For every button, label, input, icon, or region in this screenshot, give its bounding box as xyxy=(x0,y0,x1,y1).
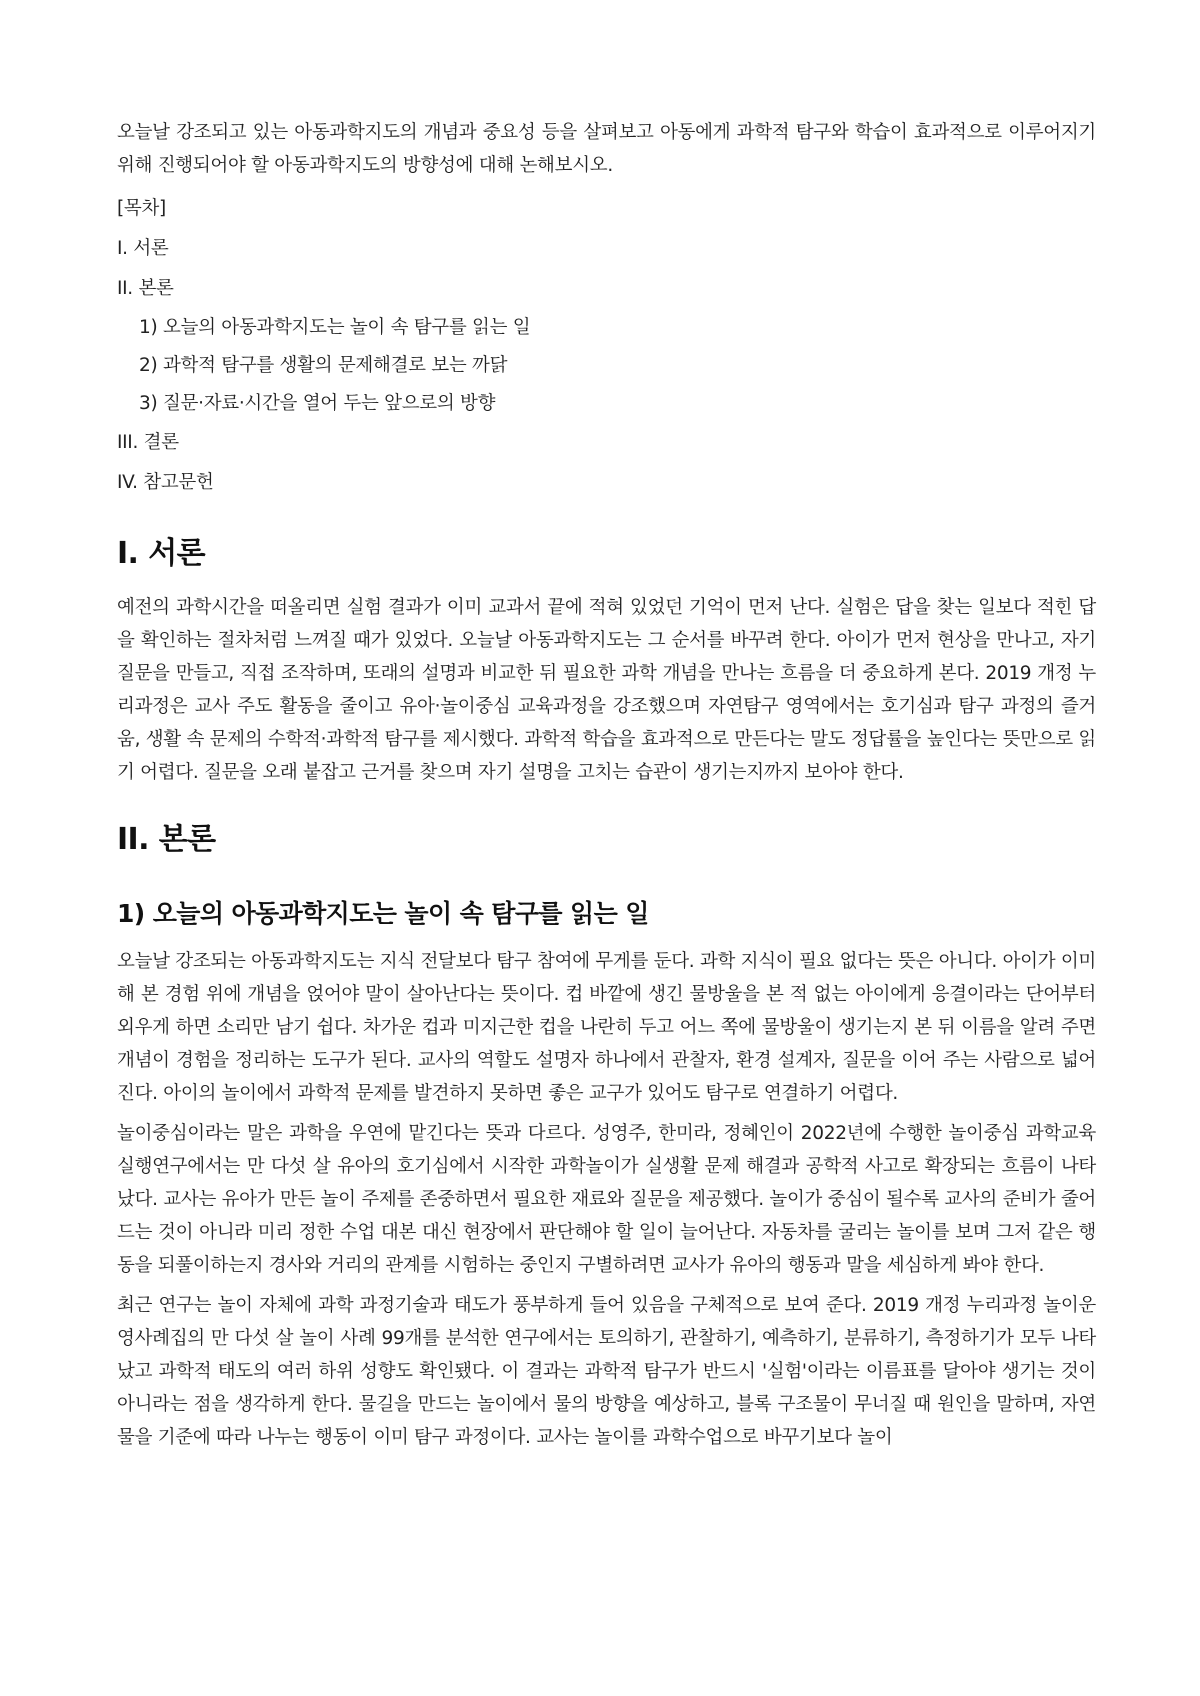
body-heading: II. 본론 xyxy=(117,822,216,857)
assignment-prompt: 오늘날 강조되고 있는 아동과학지도의 개념과 중요성 등을 살펴보고 아동에게 과학적 탐구와 학습이 효과적으로 이루어지기 위해 진행되어야 할 아동과학지도의 방향성에 대해 논해보시오. xyxy=(117,122,1096,176)
subsection-1-paragraph-1: 오늘날 강조되는 아동과학지도는 지식 전달보다 탐구 참여에 무게를 둔다. 과학 지식이 필요 없다는 뜻은 아니다. 아이가 이미 해 본 경험 위에 개념을 얹어야 말이 살아난다는 뜻이다. 컵 바깥에 생긴 물방울을 본 적 없는 아이에게 응결이라는 단어부터 외우게 하면 소리만 남기 쉽다. 차가운 컵과 미지근한 컵을 나란히 두고 어느 쪽에 물방울이 생기는지 본 뒤 이름을 알려 주면 개념이 경험을 정리하는 도구가 된다. 교사의 역할도 설명자 하나에서 관찰자, 환경 설계자, 질문을 이어 주는 사람으로 넓어진다. 아이의 놀이에서 과학적 문제를 발견하지 못하면 좋은 교구가 있어도 탐구로 연결하기 어렵다. xyxy=(117,951,1097,1104)
table-of-contents xyxy=(117,189,1096,503)
toc-item-references: IV. 참고문헌 xyxy=(117,472,214,493)
toc-item-body-3: 3) 질문·자료·시간을 열어 두는 앞으로의 방향 xyxy=(139,393,496,414)
toc-item-intro: I. 서론 xyxy=(117,238,169,259)
subsection-1-paragraph-3: 최근 연구는 놀이 자체에 과학 과정기술과 태도가 풍부하게 들어 있음을 구체적으로 보여 준다. 2019 개정 누리과정 놀이운영사례집의 만 다섯 살 놀이 사례 99개를 분석한 연구에서는 토의하기, 관찰하기, 예측하기, 분류하기, 측정하기가 모두 나타났고 과학적 태도의 여러 하위 성향도 확인됐다. 이 결과는 과학적 탐구가 반드시 '실험'이라는 이름표를 달아야 생기는 것이 아니라는 점을 생각하게 한다. 물길을 만드는 놀이에서 물의 방향을 예상하고, 블록 구조물이 무너질 때 원인을 말하며, 자연물을 기준에 따라 나누는 행동이 이미 탐구 과정이다. 교사는 놀이를 과학수업으로 바꾸기보다 놀이 xyxy=(117,1295,1096,1448)
subsection-1-heading: 1) 오늘의 아동과학지도는 놀이 속 탐구를 읽는 일 xyxy=(117,899,649,928)
toc-heading: [목차] xyxy=(117,198,166,219)
intro-paragraph: 예전의 과학시간을 떠올리면 실험 결과가 이미 교과서 끝에 적혀 있었던 기억이 먼저 난다. 실험은 답을 찾는 일보다 적힌 답을 확인하는 절차처럼 느껴질 때가 있었다. 오늘날 아동과학지도는 그 순서를 바꾸려 한다. 아이가 먼저 현상을 만나고, 자기 질문을 만들고, 직접 조작하며, 또래의 설명과 비교한 뒤 필요한 과학 개념을 만나는 흐름을 더 중요하게 본다. 2019 개정 누리과정은 교사 주도 활동을 줄이고 유아·놀이중심 교육과정을 강조했으며 자연탐구 영역에서는 호기심과 탐구 과정의 즐거움, 생활 속 문제의 수학적·과학적 탐구를 제시했다. 과학적 학습을 효과적으로 만든다는 말도 정답률을 높인다는 뜻만으로 읽기 어렵다. 질문을 오래 붙잡고 근거를 찾으며 자기 설명을 고치는 습관이 생기는지까지 보아야 한다. xyxy=(117,597,1097,783)
toc-item-body-1: 1) 오늘의 아동과학지도는 놀이 속 탐구를 읽는 일 xyxy=(139,317,531,338)
toc-item-body: II. 본론 xyxy=(117,278,174,299)
toc-item-body-2: 2) 과학적 탐구를 생활의 문제해결로 보는 까닭 xyxy=(139,355,508,376)
subsection-1-paragraph-2: 놀이중심이라는 말은 과학을 우연에 맡긴다는 뜻과 다르다. 성영주, 한미라, 정혜인이 2022년에 수행한 놀이중심 과학교육 실행연구에서는 만 다섯 살 유아의 호기심에서 시작한 과학놀이가 실생활 문제 해결과 공학적 사고로 확장되는 흐름이 나타났다. 교사는 유아가 만든 놀이 주제를 존중하면서 필요한 재료와 질문을 제공했다. 놀이가 중심이 될수록 교사의 준비가 줄어드는 것이 아니라 미리 정한 수업 대본 대신 현장에서 판단해야 할 일이 늘어난다. 자동차를 굴리는 놀이를 보며 그저 같은 행동을 되풀이하는지 경사와 거리의 관계를 시험하는 중인지 구별하려면 교사가 유아의 행동과 말을 세심하게 봐야 한다. xyxy=(117,1123,1097,1276)
toc-item-conclusion: III. 결론 xyxy=(117,432,179,453)
intro-heading: I. 서론 xyxy=(117,536,205,571)
